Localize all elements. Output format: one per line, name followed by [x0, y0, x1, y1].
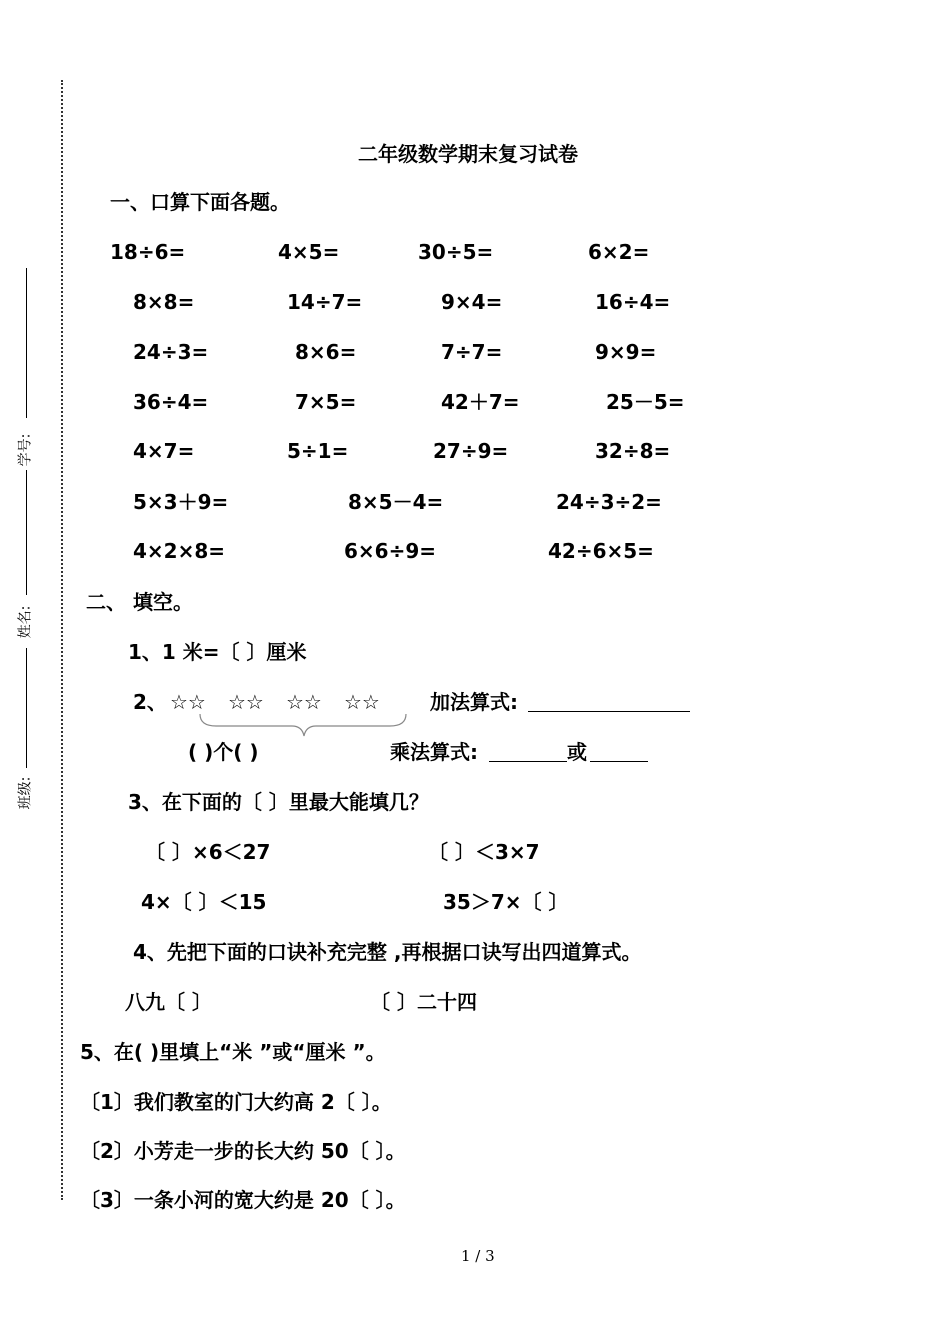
multiplication-answer-blank-2[interactable] — [590, 743, 648, 762]
calc-item: 32÷8= — [595, 439, 671, 463]
star-group: ☆☆ — [344, 690, 380, 714]
multiplication-rhyme-item: 〔 〕二十四 — [370, 990, 477, 1014]
section2-heading: 二、 填空。 — [86, 590, 193, 614]
multiplication-rhyme-item: 八九〔 〕 — [125, 990, 212, 1014]
calc-item: 5×3＋9= — [133, 490, 229, 514]
inequality-item: 4×〔 〕＜15 — [141, 890, 267, 914]
calc-item: 42÷6×5= — [548, 539, 654, 563]
calc-item: 42＋7= — [441, 390, 520, 414]
calc-item: 24÷3÷2= — [556, 490, 662, 514]
calc-item: 16÷4= — [595, 290, 671, 314]
binding-dotted-line — [61, 80, 63, 1200]
class-line — [26, 648, 27, 768]
inequality-item: 35＞7×〔 〕 — [443, 890, 569, 914]
calc-item: 4×5= — [278, 240, 340, 264]
calc-item: 9×4= — [441, 290, 503, 314]
section1-heading: 一、口算下面各题。 — [110, 190, 290, 214]
calc-item: 18÷6= — [110, 240, 186, 264]
star-group: ☆☆ — [228, 690, 264, 714]
calc-item: 7×5= — [295, 390, 357, 414]
calc-item: 4×2×8= — [133, 539, 226, 563]
unit-fill-item: 〔3〕一条小河的宽大约是 20〔 〕。 — [80, 1188, 406, 1212]
group-count: ( )个( ) — [188, 740, 259, 764]
question-5: 5、在( )里填上“米 ”或“厘米 ”。 — [80, 1040, 386, 1064]
addition-formula-label: 加法算式: — [430, 690, 518, 714]
star-group: ☆☆ — [170, 690, 206, 714]
inequality-item: 〔 〕×6＜27 — [145, 840, 271, 864]
calc-item: 14÷7= — [287, 290, 363, 314]
calc-item: 5÷1= — [287, 439, 349, 463]
calc-item: 8×5－4= — [348, 490, 444, 514]
calc-item: 9×9= — [595, 340, 657, 364]
calc-item: 7÷7= — [441, 340, 503, 364]
calc-item: 36÷4= — [133, 390, 209, 414]
unit-fill-item: 〔1〕我们教室的门大约高 2〔 〕。 — [80, 1090, 392, 1114]
calc-item: 6×2= — [588, 240, 650, 264]
inequality-item: 〔 〕＜3×7 — [428, 840, 540, 864]
name-label: 姓名: — [17, 605, 34, 639]
student-no-line — [26, 268, 27, 418]
calc-item: 6×6÷9= — [344, 539, 437, 563]
unit-fill-item: 〔2〕小芳走一步的长大约 50〔 〕。 — [80, 1139, 406, 1163]
question-3: 3、在下面的〔 〕里最大能填几？ — [128, 790, 429, 814]
name-line — [26, 470, 27, 595]
question-4: 4、先把下面的口诀补充完整 ,再根据口诀写出四道算式。 — [133, 940, 642, 964]
addition-answer-blank[interactable] — [528, 693, 690, 712]
page-title: 二年级数学期末复习试卷 — [358, 142, 578, 166]
question-2-number: 2、 — [133, 690, 167, 714]
calc-item: 25－5= — [606, 390, 685, 414]
question-1: 1、1 米=〔 〕厘米 — [128, 640, 307, 664]
calc-item: 8×6= — [295, 340, 357, 364]
star-group: ☆☆ — [286, 690, 322, 714]
calc-item: 27÷9= — [433, 439, 509, 463]
calc-item: 24÷3= — [133, 340, 209, 364]
class-label: 班级: — [17, 776, 34, 810]
multiplication-answer-blank-1[interactable] — [489, 743, 567, 762]
grouping-brace — [196, 712, 410, 738]
or-label: 或 — [567, 740, 587, 764]
multiplication-formula-label: 乘法算式: — [390, 740, 478, 764]
page-number: 1 / 3 — [461, 1247, 495, 1265]
calc-item: 8×8= — [133, 290, 195, 314]
student-no-label: 学号: — [17, 433, 34, 467]
calc-item: 30÷5= — [418, 240, 494, 264]
calc-item: 4×7= — [133, 439, 195, 463]
